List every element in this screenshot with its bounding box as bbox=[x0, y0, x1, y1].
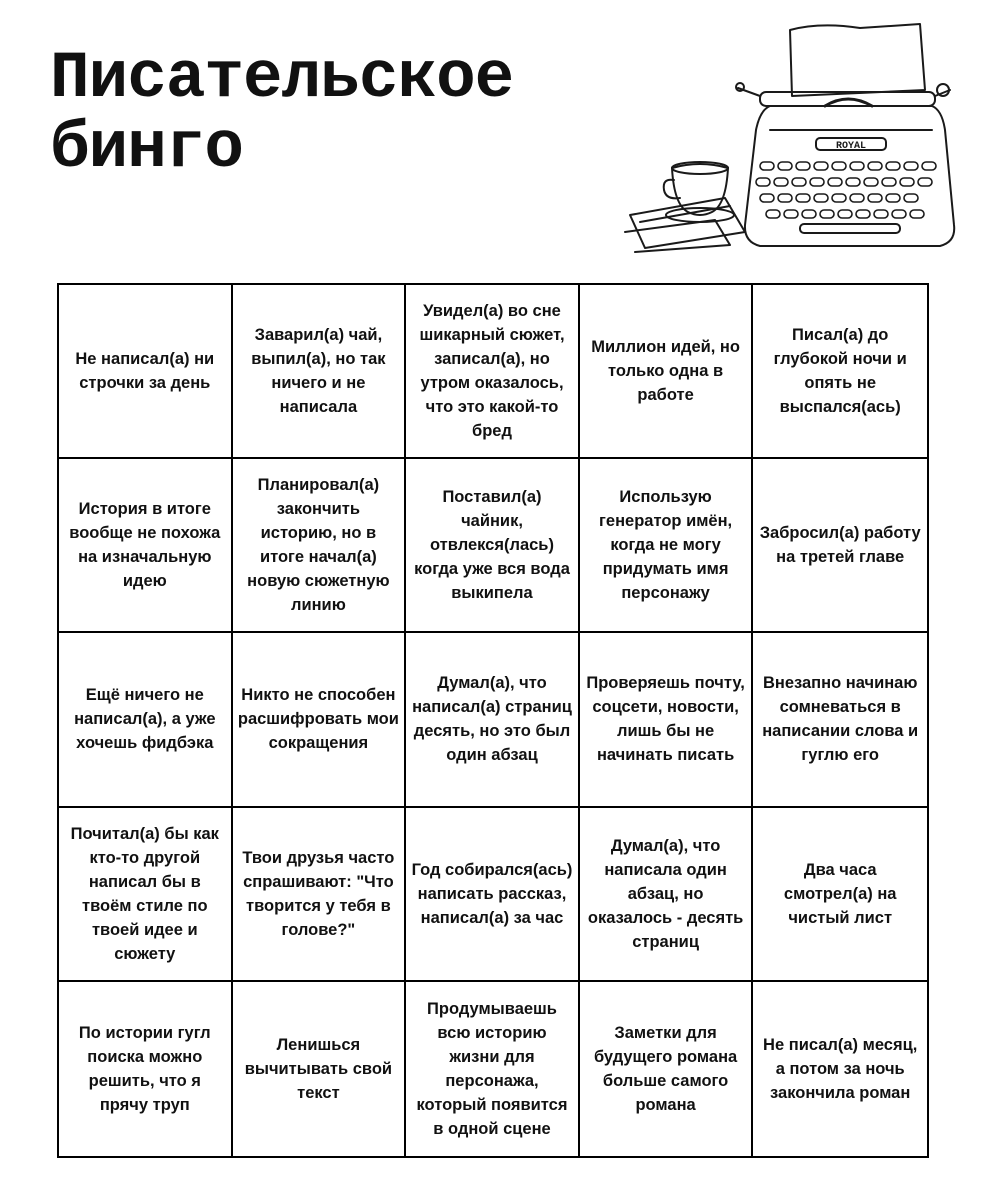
bingo-cell bbox=[753, 633, 927, 807]
bingo-cell-text: Ещё ничего не написал(а), а уже хочешь фидбэка bbox=[74, 686, 216, 753]
bingo-cell-text: Ленишься вычитывать свой текст bbox=[244, 1035, 393, 1102]
bingo-cell-text: Думал(а), что написала один абзац, но оказалось - десять страниц bbox=[587, 836, 744, 951]
coffee-cup-icon bbox=[664, 162, 734, 222]
bingo-cell-text: Продумываешь всю историю жизни для персонажа, который появится в одной сцене bbox=[416, 999, 568, 1138]
bingo-cell bbox=[59, 808, 233, 982]
bingo-cell-text: Внезапно начинаю сомневаться в написании слова и гуглю его bbox=[762, 674, 919, 765]
bingo-cell bbox=[580, 808, 754, 982]
bingo-cell bbox=[753, 808, 927, 982]
bingo-cell bbox=[406, 982, 580, 1156]
bingo-cell-text: Поставил(а) чайник, отвлекся(лась) когда уже вся вода выкипела bbox=[414, 488, 570, 603]
bingo-cell-text: Год собирался(ась) написать рассказ, написал(а) за час bbox=[411, 860, 573, 927]
title-line-1: Писательское bbox=[50, 41, 514, 116]
bingo-cell bbox=[580, 982, 754, 1156]
bingo-cell bbox=[406, 285, 580, 459]
bingo-cell-text: Миллион идей, но только одна в работе bbox=[591, 338, 740, 405]
page-title bbox=[50, 41, 650, 186]
bingo-cell-text: Забросил(а) работу на третей главе bbox=[759, 524, 921, 567]
typewriter-paper-icon bbox=[790, 24, 925, 96]
bingo-cell bbox=[59, 633, 233, 807]
bingo-cell bbox=[233, 633, 407, 807]
typewriter-brand: ROYAL bbox=[835, 141, 867, 152]
bingo-cell-text: Почитал(а) бы как кто-то другой написал бы в твоём стиле по твоей идее и сюжету bbox=[70, 824, 219, 963]
bingo-cell bbox=[233, 285, 407, 459]
bingo-cell bbox=[753, 459, 927, 633]
bingo-cell-text: Увидел(а) во сне шикарный сюжет, записал(а), но утром оказалось, что это какой-то бред bbox=[419, 302, 565, 441]
bingo-cell-text: Проверяешь почту, соцсети, новости, лишь бы не начинать писать bbox=[586, 674, 745, 765]
bingo-cell bbox=[753, 285, 927, 459]
bingo-cell-text: По истории гугл поиска можно решить, что я прячу труп bbox=[78, 1023, 211, 1114]
bingo-cell-text: Использую генератор имён, когда не могу придумать имя персонажу bbox=[599, 488, 733, 603]
bingo-cell bbox=[580, 285, 754, 459]
papers-icon bbox=[625, 198, 745, 252]
bingo-grid bbox=[57, 283, 929, 1158]
bingo-cell bbox=[406, 633, 580, 807]
bingo-cell-text: Заварил(а) чай, выпил(а), но так ничего и не написала bbox=[251, 326, 386, 417]
title-line-2: бинго bbox=[50, 111, 244, 186]
bingo-cell-text: Не написал(а) ни строчки за день bbox=[75, 350, 215, 393]
bingo-cell-text: Никто не способен расшифровать мои сокращения bbox=[237, 686, 399, 753]
bingo-cell bbox=[580, 459, 754, 633]
bingo-cell-text: Твои друзья часто спрашивают: "Что творится у тебя в голове?" bbox=[242, 848, 395, 939]
bingo-cell bbox=[580, 633, 754, 807]
bingo-cell bbox=[59, 982, 233, 1156]
bingo-cell bbox=[406, 808, 580, 982]
bingo-cell bbox=[406, 459, 580, 633]
bingo-cell bbox=[233, 808, 407, 982]
bingo-cell-text: Писал(а) до глубокой ночи и опять не выспался(ась) bbox=[773, 326, 907, 417]
bingo-cell-text: Планировал(а) закончить историю, но в итоге начал(а) новую сюжетную линию bbox=[247, 476, 390, 615]
bingo-cell-text: Два часа смотрел(а) на чистый лист bbox=[783, 860, 897, 927]
bingo-cell-text: Не писал(а) месяц, а потом за ночь закончила роман bbox=[763, 1035, 918, 1102]
bingo-cell bbox=[59, 285, 233, 459]
bingo-cell-text: Думал(а), что написал(а) страниц десять, но это был один абзац bbox=[412, 674, 572, 765]
typewriter-icon bbox=[736, 83, 954, 246]
bingo-cell bbox=[59, 459, 233, 633]
bingo-cell bbox=[753, 982, 927, 1156]
typewriter-illustration bbox=[620, 10, 990, 270]
bingo-cell-text: История в итоге вообще не похожа на изначальную идею bbox=[69, 500, 221, 591]
bingo-cell bbox=[233, 982, 407, 1156]
bingo-cell bbox=[233, 459, 407, 633]
bingo-cell-text: Заметки для будущего романа больше самого романа bbox=[593, 1023, 738, 1114]
